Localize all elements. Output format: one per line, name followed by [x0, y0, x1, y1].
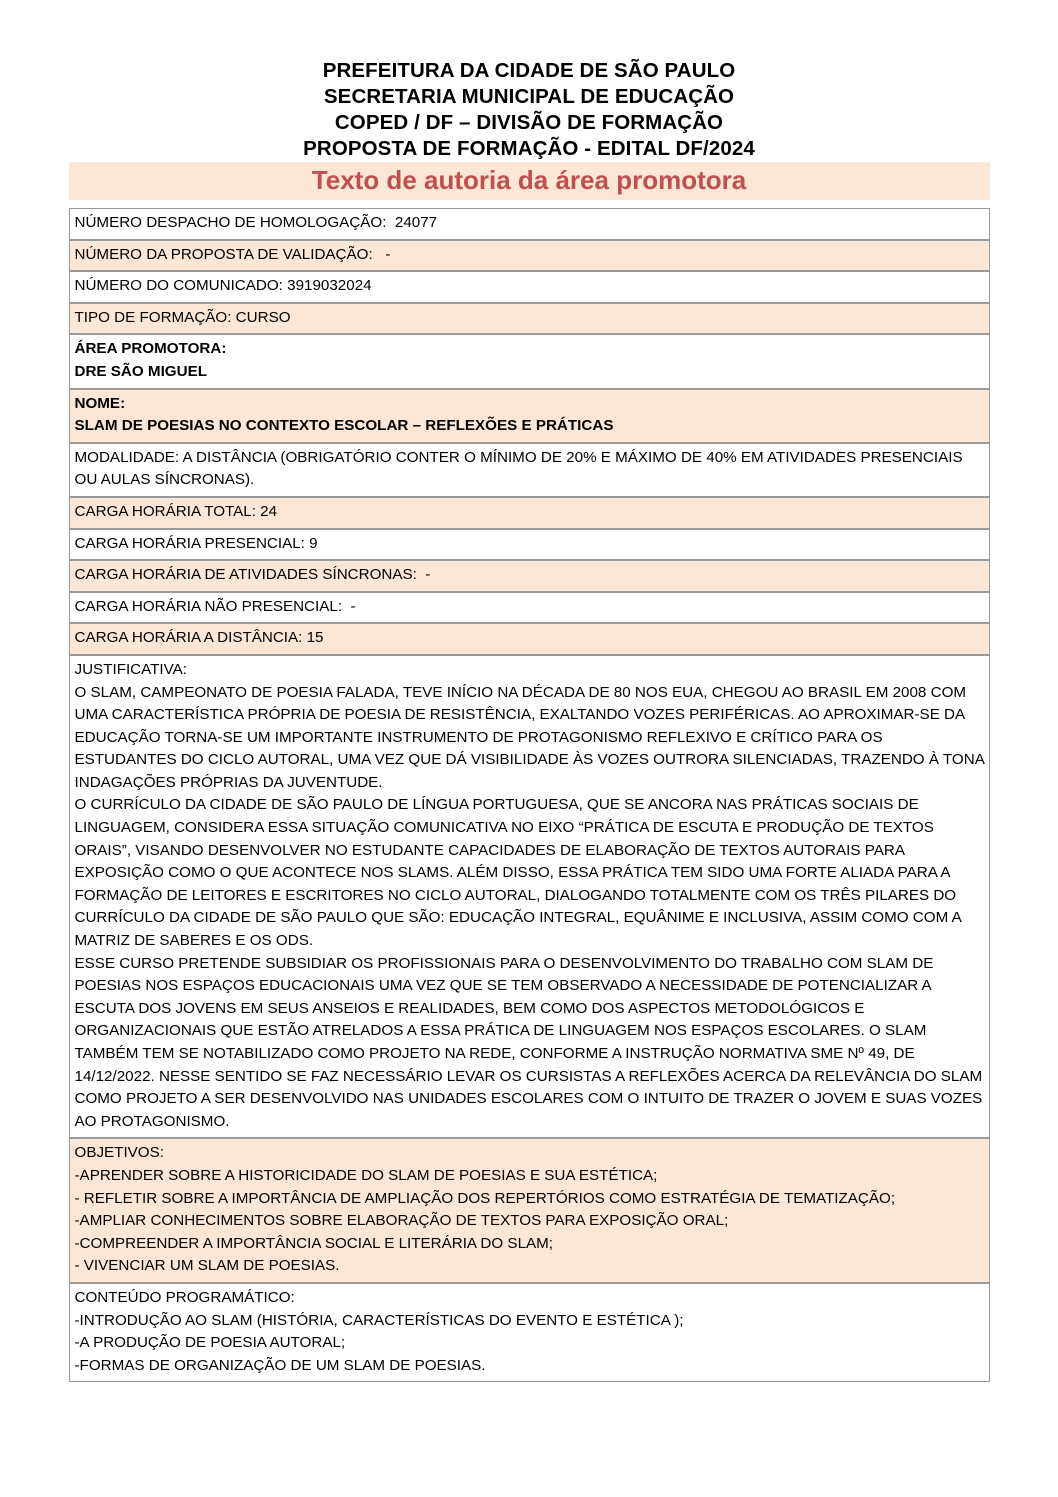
objetivos-item-5: - VIVENCIAR UM SLAM DE POESIAS.	[74, 1257, 340, 1275]
header-line-coped: COPED / DF – DIVISÃO DE FORMAÇÃO	[334, 111, 724, 134]
row-carga-horaria-sincronas	[69, 560, 990, 592]
conteudo-item-3: -FORMAS DE ORGANIZAÇÃO DE UM SLAM DE POESIAS.	[74, 1356, 486, 1374]
justificativa-paragraph-1: O SLAM, CAMPEONATO DE POESIA FALADA, TEVE INÍCIO NA DÉCADA DE 80 NOS EUA, CHEGOU AO BRASIL EM 2008 COM UMA CARACTERÍSTICA PRÓPRIA DE POESIA DE RESISTÊNCIA, EXALTANDO VOZES PERIFÉRICAS. AO APROXIMAR-SE DA EDUCAÇÃO TORNA-SE UM IMPORTANTE INSTRUMENTO DE PROTAGONISMO REFLEXIVO E CRÍTICO PARA OS ESTUDANTES DO CICLO AUTORAL, UMA VEZ QUE DÁ VISIBILIDADE ÀS VOZES OUTRORA SILENCIADAS, TRAZENDO À TONA INDAGAÇÕES PRÓPRIAS DA JUVENTUDE.	[74, 683, 984, 791]
row-modalidade	[69, 443, 990, 497]
numero-despacho-text: NÚMERO DESPACHO DE HOMOLOGAÇÃO: 24077	[74, 214, 438, 231]
nome-label: NOME:	[74, 394, 126, 412]
row-carga-horaria-nao-presencial	[69, 592, 990, 624]
row-nome	[69, 389, 990, 443]
row-tipo-formacao	[69, 303, 990, 335]
proposal-table	[69, 208, 990, 1382]
row-carga-horaria-distancia	[69, 623, 990, 655]
carga-horaria-distancia-text: CARGA HORÁRIA A DISTÂNCIA: 15	[74, 629, 324, 647]
carga-horaria-sincronas-text: CARGA HORÁRIA DE ATIVIDADES SÍNCRONAS: -	[74, 566, 431, 584]
justificativa-label: JUSTIFICATIVA:	[74, 660, 188, 678]
conteudo-label: CONTEÚDO PROGRAMÁTICO:	[74, 1288, 295, 1306]
nome-value: SLAM DE POESIAS NO CONTEXTO ESCOLAR – REFLEXÕES E PRÁTICAS	[74, 417, 614, 435]
carga-horaria-nao-presencial-text: CARGA HORÁRIA NÃO PRESENCIAL: -	[74, 597, 356, 615]
row-carga-horaria-total	[69, 497, 990, 529]
header-line-prefeitura: PREFEITURA DA CIDADE DE SÃO PAULO	[322, 59, 736, 82]
row-justificativa	[69, 655, 990, 1138]
document-header	[0, 0, 1058, 162]
objetivos-item-3: -AMPLIAR CONHECIMENTOS SOBRE ELABORAÇÃO DE TEXTOS PARA EXPOSIÇÃO ORAL;	[74, 1212, 729, 1230]
row-carga-horaria-presencial	[69, 529, 990, 561]
row-numero-despacho	[69, 208, 990, 240]
justificativa-paragraph-3: ESSE CURSO PRETENDE SUBSIDIAR OS PROFISSIONAIS PARA O DESENVOLVIMENTO DO TRABALHO COM SLAM DE POESIAS NOS ESPAÇOS EDUCACIONAIS UMA VEZ QUE SE TEM OBSERVADO A NECESSIDADE DE POTENCIALIZAR A ESCUTA DOS JOVENS EM SEUS ANSEIOS E REALIDADES, BEM COMO DOS ASPECTOS METODOLÓGICOS E ORGANIZACIONAIS QUE ESTÃO ATRELADOS A ESSA PRÁTICA DE LINGUAGEM NOS ESPAÇOS ESCOLARES. O SLAM TAMBÉM TEM SE NOTABILIZADO COMO PROJETO NA REDE, CONFORME A INSTRUÇÃO NORMATIVA SME Nº 49, DE 14/12/2022. NESSE SENTIDO SE FAZ NECESSÁRIO LEVAR OS CURSISTAS A REFLEXÕES ACERCA DA RELEVÂNCIA DO SLAM COMO PROJETO A SER DESENVOLVIDO NAS UNIDADES ESCOLARES COM O INTUITO DE TRAZER O JOVEM E SUAS VOZES AO PROTAGONISMO.	[74, 954, 983, 1130]
justificativa-paragraph-2: O CURRÍCULO DA CIDADE DE SÃO PAULO DE LÍNGUA PORTUGUESA, QUE SE ANCORA NAS PRÁTICAS SOCIAIS DE LINGUAGEM, CONSIDERA ESSA SITUAÇÃO COMUNICATIVA NO EIXO “PRÁTICA DE ESCUTA E PRODUÇÃO DE TEXTOS ORAIS”, VISANDO DESENVOLVER NO ESTUDANTE CAPACIDADES DE ELABORAÇÃO DE TEXTOS AUTORAIS PARA EXPOSIÇÃO COMO O QUE ACONTECE NOS SLAMS. ALÉM DISSO, ESSA PRÁTICA TEM SIDO UMA FORTE ALIADA PARA A FORMAÇÃO DE LEITORES E ESCRITORES NO CICLO AUTORAL, DIALOGANDO TOTALMENTE COM OS TRÊS PILARES DO CURRÍCULO DA CIDADE DE SÃO PAULO QUE SÃO: EDUCAÇÃO INTEGRAL, EQUÂNIME E INCLUSIVA, ASSIM COMO COM A MATRIZ DE SABERES E OS ODS.	[74, 796, 961, 950]
carga-horaria-total-text: CARGA HORÁRIA TOTAL: 24	[74, 502, 278, 520]
tipo-formacao-text: TIPO DE FORMAÇÃO: CURSO	[74, 308, 291, 326]
area-promotora-label: ÁREA PROMOTORA:	[74, 340, 227, 358]
objetivos-item-2: - REFLETIR SOBRE A IMPORTÂNCIA DE AMPLIAÇÃO DOS REPERTÓRIOS COMO ESTRATÉGIA DE TEMATIZAÇÃO;	[74, 1189, 896, 1207]
conteudo-item-1: -INTRODUÇÃO AO SLAM (HISTÓRIA, CARACTERÍSTICAS DO EVENTO E ESTÉTICA );	[74, 1311, 684, 1329]
row-numero-comunicado	[69, 271, 990, 303]
area-promotora-value: DRE SÃO MIGUEL	[74, 362, 207, 380]
objetivos-item-4: -COMPREENDER A IMPORTÂNCIA SOCIAL E LITERÁRIA DO SLAM;	[74, 1234, 554, 1252]
carga-horaria-presencial-text: CARGA HORÁRIA PRESENCIAL: 9	[74, 534, 318, 552]
row-area-promotora	[69, 334, 990, 388]
numero-comunicado-text: NÚMERO DO COMUNICADO: 3919032024	[74, 277, 372, 295]
objetivos-label: OBJETIVOS:	[74, 1144, 164, 1162]
objetivos-item-1: -APRENDER SOBRE A HISTORICIDADE DO SLAM DE POESIAS E SUA ESTÉTICA;	[74, 1166, 658, 1184]
row-objetivos	[69, 1138, 990, 1283]
banner-texto-autoria	[69, 162, 990, 200]
row-numero-proposta-validacao	[69, 240, 990, 272]
header-line-secretaria: SECRETARIA MUNICIPAL DE EDUCAÇÃO	[323, 85, 735, 108]
numero-proposta-validacao-text: NÚMERO DA PROPOSTA DE VALIDAÇÃO: -	[74, 245, 391, 263]
modalidade-text: MODALIDADE: A DISTÂNCIA (OBRIGATÓRIO CONTER O MÍNIMO DE 20% E MÁXIMO DE 40% EM ATIVIDADES PRESENCIAIS OU AULAS SÍNCRONAS).	[74, 448, 963, 489]
row-conteudo-programatico	[69, 1283, 990, 1382]
conteudo-item-2: -A PRODUÇÃO DE POESIA AUTORAL;	[74, 1334, 346, 1352]
header-line-proposta: PROPOSTA DE FORMAÇÃO - EDITAL DF/2024	[303, 137, 755, 160]
banner-title: Texto de autoria da área promotora	[311, 165, 747, 195]
